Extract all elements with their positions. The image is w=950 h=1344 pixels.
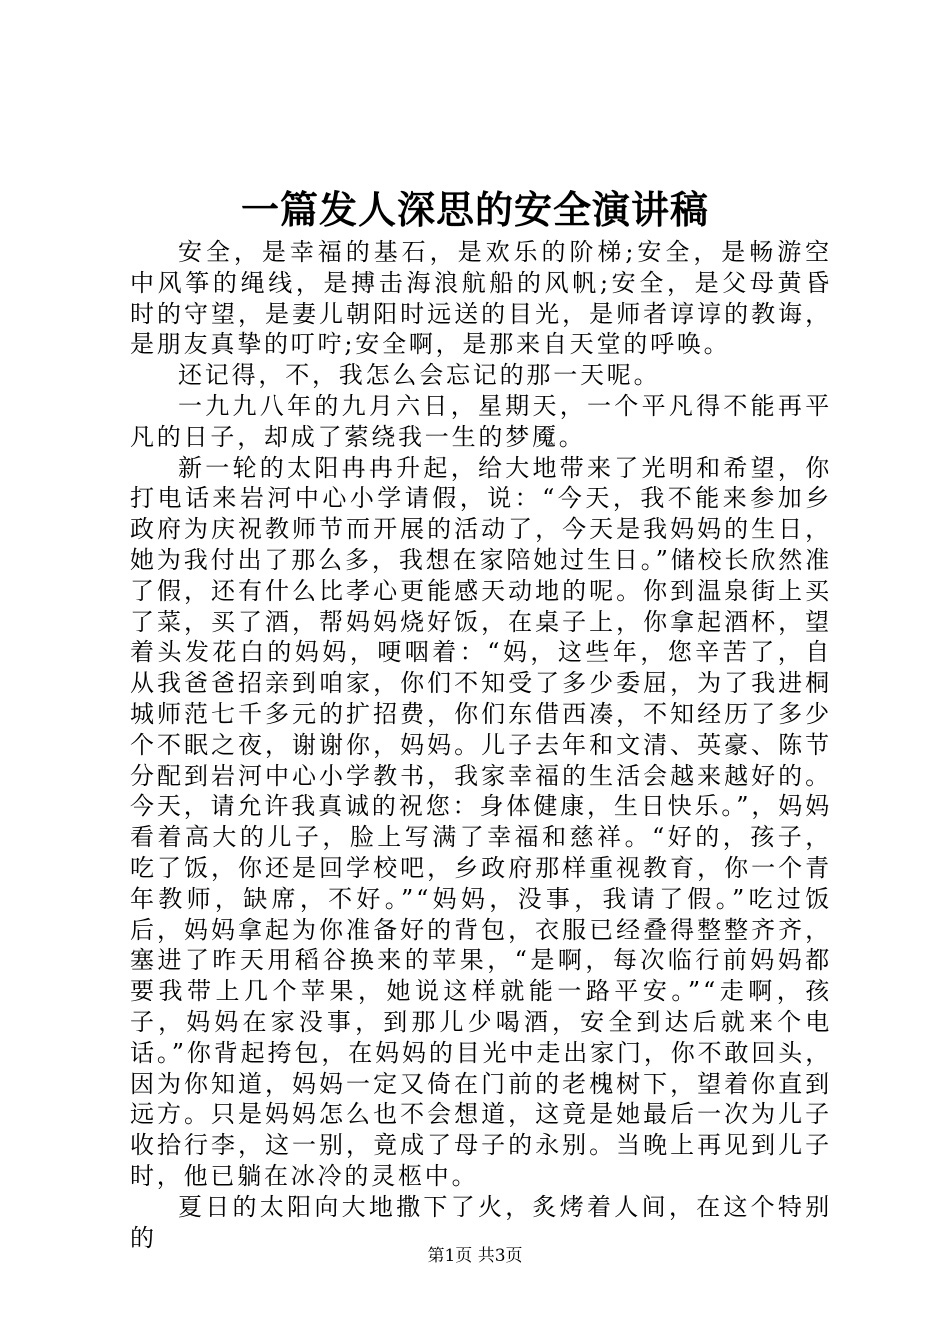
paragraph: 一九九八年的九月六日，星期天，一个平凡得不能再平凡的日子，却成了萦绕我一生的梦魇。 (130, 391, 832, 451)
document-body (130, 237, 832, 1253)
paragraph: 安全，是幸福的基石，是欢乐的阶梯;安全，是畅游空中风筝的绳线，是搏击海浪航船的风帆;安全，是父母黄昏时的守望，是妻儿朝阳时远送的目光，是师者谆谆的教诲，是朋友真挚的叮咛;安全啊，是那来自天堂的呼唤。 (130, 238, 832, 359)
paragraph: 夏日的太阳向大地撒下了火，炙烤着人间，在这个特别的 (130, 1192, 832, 1252)
page-number-footer: 第1页 共3页 (427, 1246, 523, 1266)
paragraph: 还记得，不，我怎么会忘记的那一天呢。 (178, 361, 661, 390)
paragraph: 新一轮的太阳冉冉升起，给大地带来了光明和希望，你打电话来岩河中心小学请假，说：“今天，我不能来参加乡政府为庆祝教师节而开展的活动了，今天是我妈妈的生日，她为我付出了那么多，我想在家陪她过生日。”储校长欣然准了假，还有什么比孝心更能感天动地的呢。你到温泉街上买了菜，买了酒，帮妈妈烧好饭，在桌子上，你拿起酒杯，望着头发花白的妈妈，哽咽着：“妈，这些年，您辛苦了，自从我爸爸招亲到咱家，你们不知受了多少委屈，为了我进桐城师范七千多元的扩招费，你们东借西凑，不知经历了多少个不眠之夜，谢谢你，妈妈。儿子去年和文清、英豪、陈节分配到岩河中心小学教书，我家幸福的生活会越来越好的。今天，请允许我真诚的祝您：身体健康，生日快乐。”，妈妈看着高大的儿子，脸上写满了幸福和慈祥。“好的，孩子，吃了饭，你还是回学校吧，乡政府那样重视教育，你一个青年教师，缺席，不好。”“妈妈，没事，我请了假。”吃过饭后，妈妈拿起为你准备好的背包，衣服已经叠得整整齐齐，塞进了昨天用稻谷换来的苹果，“是啊，每次临行前妈妈都要我带上几个苹果，她说这样就能一路平安。”“走啊，孩子，妈妈在家没事，到那儿少喝酒，安全到达后就来个电话。”你背起挎包，在妈妈的目光中走出家门，你不敢回头，因为你知道，妈妈一定又倚在门前的老槐树下，望着你直到远方。只是妈妈怎么也不会想道，这竟是她最后一次为儿子收拾行李，这一别，竟成了母子的永别。当晚上再见到儿子时，他已躺在冰冷的灵柩中。 (130, 453, 832, 1190)
document-title: 一篇发人深思的安全演讲稿 (240, 187, 709, 232)
